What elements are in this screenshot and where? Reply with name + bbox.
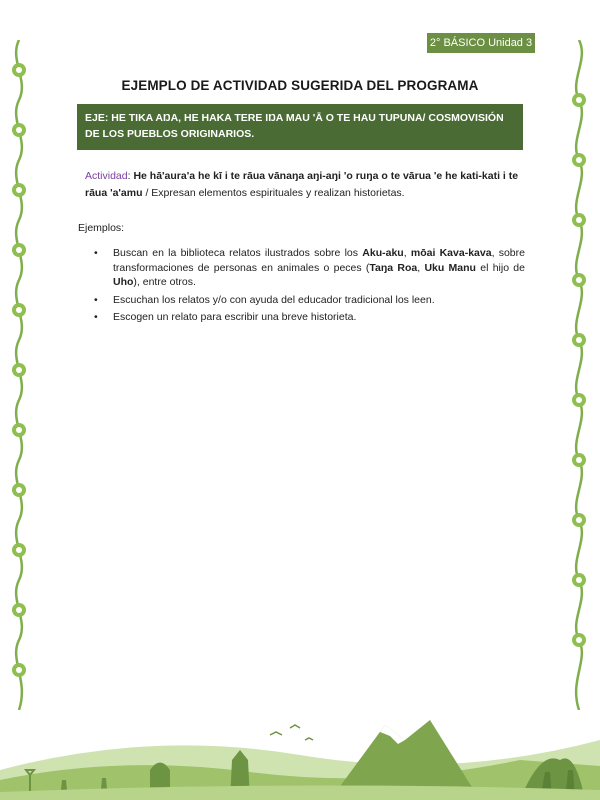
item-text: , (403, 247, 411, 259)
item-text: Escuchan los relatos y/o con ayuda del educador tradicional los leen. (113, 293, 435, 306)
bullet-icon: • (94, 247, 98, 259)
list-item (90, 246, 525, 290)
item-bold: Uku Manu (424, 261, 476, 274)
actividad-rapa-nui-text: He hā'aura'a he kī i te rāua vānaŋa aŋi-aŋi 'o ruŋa o te vārua 'e he kati-kati i te rāua 'a'amu (85, 170, 519, 199)
list-item (90, 310, 525, 325)
eje-banner (77, 104, 523, 150)
actividad-separator: / (142, 187, 152, 199)
bullet-icon: • (94, 293, 98, 306)
eje-text: EJE: HE TIKA AŊA, HE HAKA TERE IŊA MAU 'Ā O TE HAU TUPUNA/ COSMOVISIÓN DE LOS PUEBLOS ORIGINARIOS. (85, 112, 504, 140)
item-text: Buscan en la biblioteca relatos ilustrados sobre los (113, 247, 363, 259)
item-text: , sobre transformaciones de personas en animales o peces ( (113, 247, 525, 274)
actividad-paragraph (85, 168, 530, 202)
bullet-icon: • (94, 311, 98, 323)
item-text: ), entre otros. (133, 276, 196, 288)
landscape-silhouette-illustration-icon (0, 700, 600, 800)
item-bold: Aku-aku (362, 247, 404, 259)
actividad-colon: : (127, 170, 134, 182)
item-bold: Uho (113, 276, 134, 288)
actividad-spanish-text: Expresan elementos espirituales y realizan historietas. (151, 187, 405, 199)
list-item (90, 293, 525, 308)
item-text: el hijo de (475, 261, 525, 274)
actividad-label: Actividad (85, 170, 128, 182)
page-title: EJEMPLO DE ACTIVIDAD SUGERIDA DEL PROGRAMA (121, 78, 479, 93)
grade-unit-badge: 2° BÁSICO Unidad 3 (427, 33, 535, 53)
ejemplos-list (90, 246, 525, 328)
decorative-pattern-border-right-icon (564, 40, 594, 710)
ejemplos-heading: Ejemplos: (78, 222, 125, 234)
item-text: , (417, 261, 425, 274)
item-bold: Taŋa Roa (369, 261, 418, 274)
item-bold: mōai Kava-kava (410, 247, 492, 259)
item-text: Escogen un relato para escribir una breve historieta. (113, 311, 357, 323)
decorative-pattern-border-left-icon (4, 40, 34, 710)
